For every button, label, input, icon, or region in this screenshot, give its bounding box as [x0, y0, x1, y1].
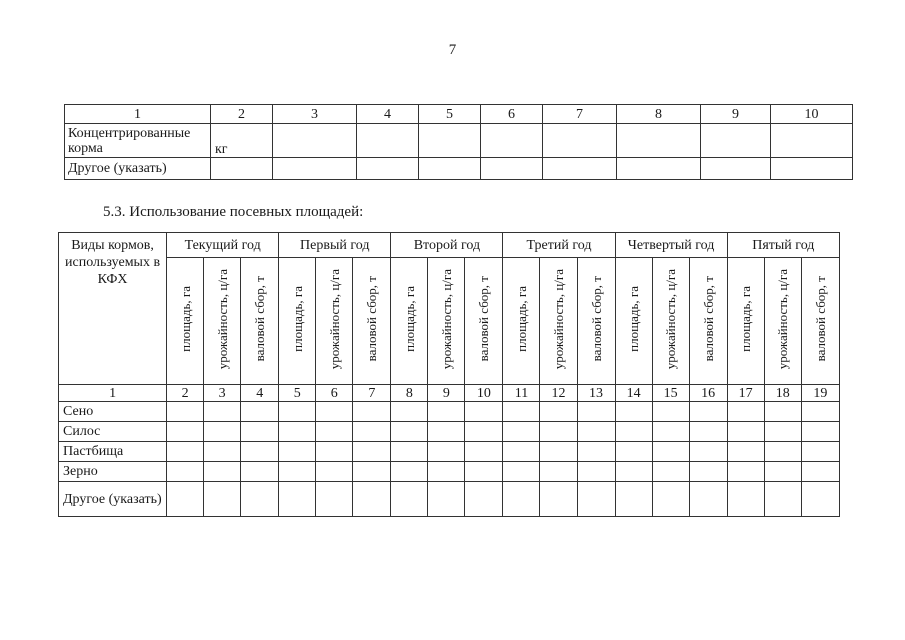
year-header: Второй год	[391, 233, 503, 258]
subheader-cell	[727, 258, 764, 385]
table-cell[interactable]	[279, 462, 316, 482]
table-cell[interactable]	[503, 442, 540, 462]
table-cell[interactable]	[204, 462, 241, 482]
subheader-cell	[652, 258, 689, 385]
table-cell[interactable]	[241, 442, 279, 462]
table-row	[59, 402, 840, 422]
table-cell[interactable]	[316, 462, 353, 482]
table-cell[interactable]	[652, 442, 689, 462]
column-number: 15	[652, 385, 689, 402]
table-cell[interactable]	[204, 402, 241, 422]
subheader-cell	[316, 258, 353, 385]
table-cell[interactable]	[771, 124, 853, 158]
table-cell[interactable]	[241, 462, 279, 482]
column-number: 10	[465, 385, 503, 402]
table-cell[interactable]	[801, 422, 839, 442]
column-number: 9	[428, 385, 465, 402]
table-cell[interactable]	[543, 158, 617, 180]
column-number: 6	[316, 385, 353, 402]
column-number: 1	[59, 385, 167, 402]
table-cell[interactable]	[801, 462, 839, 482]
column-number: 18	[764, 385, 801, 402]
column-number: 6	[481, 105, 543, 124]
table-cell[interactable]	[577, 462, 615, 482]
table-cell[interactable]	[503, 462, 540, 482]
table-cell[interactable]	[273, 158, 357, 180]
table-cell[interactable]	[279, 442, 316, 462]
table-cell[interactable]	[353, 462, 391, 482]
subheader-cell	[503, 258, 540, 385]
subheader-cell	[279, 258, 316, 385]
column-number: 4	[357, 105, 419, 124]
subheader-gross: валовой сбор, т	[476, 276, 492, 362]
column-number-row	[59, 385, 840, 402]
table-cell[interactable]	[204, 442, 241, 462]
table-cell[interactable]	[481, 158, 543, 180]
column-number: 17	[727, 385, 764, 402]
table-cell[interactable]	[391, 402, 428, 422]
subheader-cell	[167, 258, 204, 385]
table-cell[interactable]	[465, 462, 503, 482]
row-label: Концентрированные корма	[65, 124, 211, 158]
subheader-yield: урожайность, ц/га	[214, 268, 230, 370]
subheader-cell	[801, 258, 839, 385]
subheader-cell	[764, 258, 801, 385]
table-cell[interactable]	[391, 462, 428, 482]
table-cell[interactable]	[428, 402, 465, 422]
subheader-yield: урожайность, ц/га	[663, 268, 679, 370]
subheader-area: площадь, га	[177, 286, 193, 352]
table-cell[interactable]	[764, 422, 801, 442]
subheader-gross: валовой сбор, т	[364, 276, 380, 362]
column-number: 1	[65, 105, 211, 124]
subheader-area: площадь, га	[738, 286, 754, 352]
table-cell[interactable]	[615, 422, 652, 442]
table-cell[interactable]	[727, 422, 764, 442]
row-label: Пастбища	[59, 442, 167, 462]
subheader-row	[59, 258, 840, 385]
table-cell[interactable]	[465, 442, 503, 462]
table-cell[interactable]	[801, 442, 839, 462]
table-cell[interactable]	[701, 124, 771, 158]
table-cell[interactable]	[701, 158, 771, 180]
table-cell[interactable]	[615, 402, 652, 422]
table-cell[interactable]	[503, 422, 540, 442]
subheader-cell	[391, 258, 428, 385]
table-cell[interactable]	[316, 442, 353, 462]
table-cell[interactable]	[465, 482, 503, 517]
table-cell[interactable]	[428, 462, 465, 482]
subheader-cell	[465, 258, 503, 385]
column-number: 7	[353, 385, 391, 402]
row-label: Зерно	[59, 462, 167, 482]
year-header-row	[59, 233, 840, 258]
table-cell[interactable]	[316, 402, 353, 422]
subheader-gross: валовой сбор, т	[588, 276, 604, 362]
table-cell[interactable]	[391, 442, 428, 462]
table-cell[interactable]	[689, 482, 727, 517]
table-cell[interactable]	[577, 402, 615, 422]
table-cell[interactable]	[428, 482, 465, 517]
column-number: 4	[241, 385, 279, 402]
subheader-cell	[577, 258, 615, 385]
subheader-gross: валовой сбор, т	[252, 276, 268, 362]
table-cell[interactable]	[241, 402, 279, 422]
row-label: Сено	[59, 402, 167, 422]
table-cell[interactable]	[577, 442, 615, 462]
table-cell[interactable]	[419, 124, 481, 158]
table-cell[interactable]	[689, 462, 727, 482]
table-cell[interactable]	[543, 124, 617, 158]
header-label: Виды кормов, используемых в КФХ	[59, 233, 167, 385]
table-cell[interactable]	[316, 482, 353, 517]
continuation-table	[64, 104, 853, 180]
subheader-area: площадь, га	[401, 286, 417, 352]
table-cell[interactable]	[419, 158, 481, 180]
table-cell[interactable]	[764, 462, 801, 482]
table-row	[59, 442, 840, 462]
row-label: Другое (указать)	[65, 158, 211, 180]
table-cell[interactable]	[503, 402, 540, 422]
table-cell[interactable]	[279, 402, 316, 422]
table-cell[interactable]	[353, 442, 391, 462]
table-cell[interactable]	[465, 422, 503, 442]
table-cell[interactable]	[167, 402, 204, 422]
table-cell[interactable]	[540, 462, 577, 482]
column-number: 3	[273, 105, 357, 124]
table-cell[interactable]	[279, 422, 316, 442]
column-number: 9	[701, 105, 771, 124]
subheader-cell	[353, 258, 391, 385]
column-number: 12	[540, 385, 577, 402]
table-cell[interactable]	[357, 158, 419, 180]
table-cell[interactable]	[689, 422, 727, 442]
table-cell[interactable]	[391, 482, 428, 517]
table-cell[interactable]	[353, 482, 391, 517]
subheader-cell	[428, 258, 465, 385]
subheader-cell	[540, 258, 577, 385]
column-number: 10	[771, 105, 853, 124]
table-cell[interactable]	[428, 422, 465, 442]
column-number-row	[65, 105, 853, 124]
row-label: Другое (указать)	[59, 482, 167, 517]
table-cell[interactable]	[689, 402, 727, 422]
column-number: 2	[211, 105, 273, 124]
subheader-cell	[689, 258, 727, 385]
page-number: 7	[448, 42, 457, 58]
table-cell[interactable]	[577, 482, 615, 517]
table-row	[59, 462, 840, 482]
table-cell[interactable]	[617, 158, 701, 180]
table-cell[interactable]	[273, 124, 357, 158]
table-cell[interactable]	[652, 402, 689, 422]
table-cell[interactable]	[540, 482, 577, 517]
table-cell[interactable]	[801, 482, 839, 517]
year-header: Текущий год	[167, 233, 279, 258]
table-cell[interactable]	[357, 124, 419, 158]
subheader-area: площадь, га	[626, 286, 642, 352]
table-cell[interactable]	[279, 482, 316, 517]
year-header: Третий год	[503, 233, 615, 258]
column-number: 19	[801, 385, 839, 402]
table-cell[interactable]	[353, 422, 391, 442]
table-cell[interactable]	[615, 482, 652, 517]
table-cell[interactable]	[540, 402, 577, 422]
table-cell[interactable]	[727, 402, 764, 422]
table-cell[interactable]	[727, 442, 764, 462]
table-row	[65, 158, 853, 180]
table-cell[interactable]	[615, 442, 652, 462]
table-cell[interactable]	[540, 442, 577, 462]
column-number: 14	[615, 385, 652, 402]
column-number: 11	[503, 385, 540, 402]
column-number: 7	[543, 105, 617, 124]
column-number: 3	[204, 385, 241, 402]
table-cell[interactable]	[167, 422, 204, 442]
subheader-gross: валовой сбор, т	[700, 276, 716, 362]
table-cell[interactable]	[465, 402, 503, 422]
table-cell[interactable]	[652, 422, 689, 442]
table-cell[interactable]	[211, 158, 273, 180]
column-number: 8	[617, 105, 701, 124]
table-row	[65, 124, 853, 158]
table-cell[interactable]	[801, 402, 839, 422]
table-cell[interactable]	[241, 482, 279, 517]
column-number: 8	[391, 385, 428, 402]
subheader-yield: урожайность, ц/га	[438, 268, 454, 370]
column-number: 13	[577, 385, 615, 402]
table-cell[interactable]	[764, 482, 801, 517]
unit-cell: кг	[211, 124, 273, 158]
table-cell[interactable]	[617, 124, 701, 158]
subheader-cell	[615, 258, 652, 385]
table-cell[interactable]	[503, 482, 540, 517]
subheader-area: площадь, га	[289, 286, 305, 352]
subheader-yield: урожайность, ц/га	[775, 268, 791, 370]
table-cell[interactable]	[652, 482, 689, 517]
column-number: 5	[419, 105, 481, 124]
table-cell[interactable]	[764, 442, 801, 462]
table-cell[interactable]	[727, 462, 764, 482]
table-cell[interactable]	[204, 422, 241, 442]
table-cell[interactable]	[167, 482, 204, 517]
year-header: Первый год	[279, 233, 391, 258]
year-header: Четвертый год	[615, 233, 727, 258]
subheader-area: площадь, га	[513, 286, 529, 352]
column-number: 16	[689, 385, 727, 402]
table-cell[interactable]	[167, 462, 204, 482]
subheader-gross: валовой сбор, т	[812, 276, 828, 362]
sown-areas-table	[58, 232, 840, 517]
column-number: 2	[167, 385, 204, 402]
table-cell[interactable]	[771, 158, 853, 180]
subheader-cell	[241, 258, 279, 385]
row-label: Силос	[59, 422, 167, 442]
table-row	[59, 422, 840, 442]
table-cell[interactable]	[241, 422, 279, 442]
table-cell[interactable]	[481, 124, 543, 158]
table-cell[interactable]	[577, 422, 615, 442]
table-cell[interactable]	[391, 422, 428, 442]
table-cell[interactable]	[540, 422, 577, 442]
subheader-yield: урожайность, ц/га	[326, 268, 342, 370]
table-cell[interactable]	[316, 422, 353, 442]
table-cell[interactable]	[428, 442, 465, 462]
table-cell[interactable]	[615, 462, 652, 482]
table-cell[interactable]	[353, 402, 391, 422]
table-cell[interactable]	[727, 482, 764, 517]
section-title: 5.3. Использование посевных площадей:	[103, 204, 364, 220]
table-cell[interactable]	[167, 442, 204, 462]
subheader-yield: урожайность, ц/га	[551, 268, 566, 370]
table-cell[interactable]	[689, 442, 727, 462]
table-cell[interactable]	[764, 402, 801, 422]
column-number: 5	[279, 385, 316, 402]
table-cell[interactable]	[204, 482, 241, 517]
table-row	[59, 482, 840, 517]
table-cell[interactable]	[652, 462, 689, 482]
subheader-cell	[204, 258, 241, 385]
year-header: Пятый год	[727, 233, 839, 258]
